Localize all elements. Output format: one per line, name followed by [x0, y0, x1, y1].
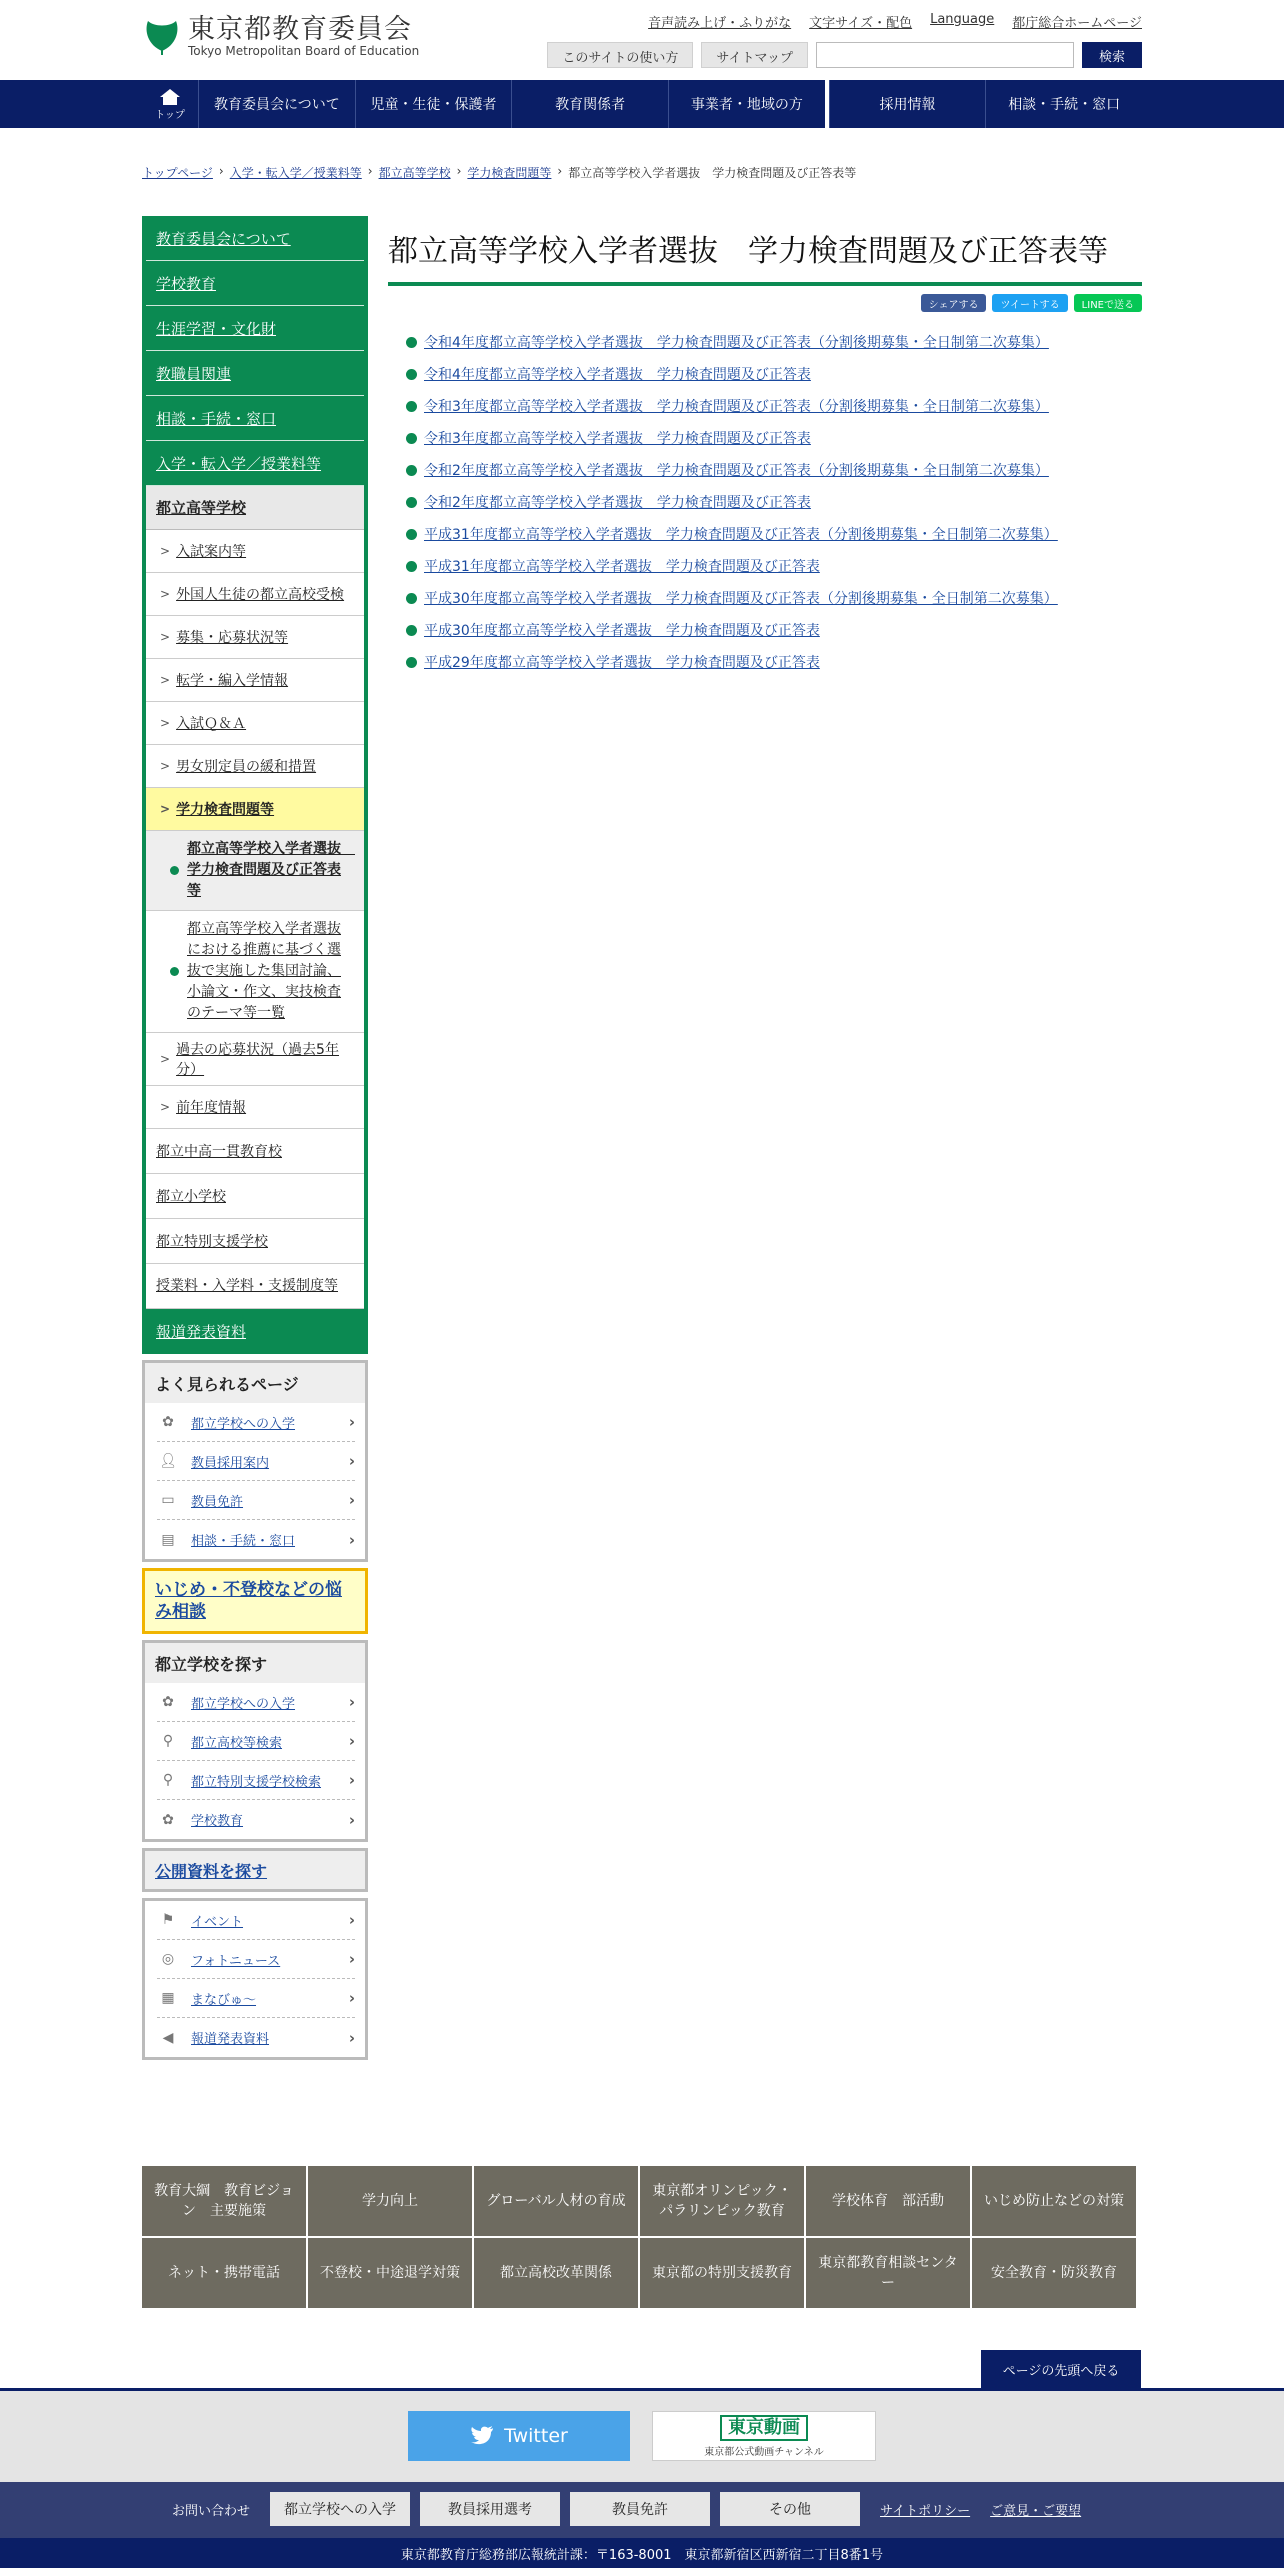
misc-item[interactable]: [157, 2018, 355, 2057]
sidebar-sub-item[interactable]: [146, 1086, 364, 1129]
breadcrumb-link[interactable]: 都立高等学校: [378, 166, 451, 180]
sidebar-item-label: 教育委員会について: [156, 229, 291, 248]
sidebar-sub-item[interactable]: [146, 659, 364, 702]
local-nav: [142, 216, 368, 1354]
bullet-icon: [406, 369, 417, 380]
sidebar-item-admission[interactable]: [146, 441, 364, 486]
header-tools: [547, 42, 1142, 68]
person-icon: 👤︎: [159, 1453, 177, 1469]
document-link-list: [388, 326, 1142, 678]
util-link-reading[interactable]: 音声読み上げ・ふりがな: [648, 16, 792, 31]
find-school-box: [142, 1640, 368, 1842]
popular-item-label: 都立学校への入学: [191, 1416, 296, 1432]
chevron-right-icon: >: [160, 716, 171, 730]
tokyo-douga-logo: 東京動画: [720, 2415, 808, 2441]
magnifier-icon: ⚲: [162, 1733, 174, 1749]
chevron-right-icon: >: [160, 544, 171, 558]
popular-item-label: 相談・手続・窓口: [191, 1534, 296, 1549]
sidebar-lvl2-label: 都立特別支援学校: [156, 1234, 268, 1250]
bullet-icon: [406, 337, 417, 348]
arrow-right-icon: ›: [348, 1989, 355, 2007]
share-buttons: [388, 294, 1142, 312]
school-icon: ✿: [162, 1414, 174, 1430]
twitter-banner[interactable]: [408, 2411, 630, 2461]
footer-topic-tile[interactable]: 安全教育・防災教育: [972, 2238, 1136, 2308]
footer-topic-tile[interactable]: 学校体育 部活動: [806, 2166, 970, 2236]
breadcrumb-link[interactable]: トップページ: [142, 166, 213, 180]
bullet-icon: [406, 561, 417, 572]
sidebar-sub-item[interactable]: [146, 745, 364, 788]
list-item: [406, 454, 1142, 486]
footer-contact: [0, 2482, 1284, 2538]
list-item: [406, 486, 1142, 518]
sidebar-lvl2-item[interactable]: [146, 1129, 364, 1174]
tokyo-douga-subtitle: 東京都公式動画チャンネル: [704, 2446, 824, 2458]
document-link[interactable]: 令和2年度都立高等学校入学者選抜 学力検査問題及び正答表（分割後期募集・全日制第二次募集）: [424, 463, 1049, 479]
misc-links-box: [142, 1898, 368, 2060]
sidebar-sub-label: 入試案内等: [176, 544, 247, 560]
breadcrumb-chevron-icon: ›: [557, 164, 563, 178]
sidebar-lvl2-item[interactable]: [146, 1219, 364, 1264]
document-link[interactable]: 平成29年度都立高等学校入学者選抜 学力検査問題及び正答表: [424, 655, 820, 671]
sidebar-sub-label: 転学・編入学情報: [176, 673, 289, 689]
sidebar-sub-label: 学力検査問題等: [176, 802, 275, 818]
chevron-right-icon: >: [160, 673, 171, 687]
sidebar-sub-item[interactable]: [146, 573, 364, 616]
magnifier-icon: ⚲: [162, 1772, 174, 1788]
sidebar-item-staff[interactable]: [146, 351, 364, 396]
site-header: [0, 0, 1284, 80]
sidebar-item-board[interactable]: [146, 216, 364, 261]
clipboard-icon: ▤: [161, 1531, 175, 1548]
contact-button-license[interactable]: 教員免許: [570, 2492, 710, 2526]
list-item: [406, 550, 1142, 582]
popular-item[interactable]: [157, 1442, 355, 1481]
twitter-bird-icon: [470, 2426, 494, 2446]
footer-topic-tile[interactable]: 東京都教育相談センター: [806, 2238, 970, 2308]
ijime-consult-banner[interactable]: いじめ・不登校などの悩み相談: [142, 1568, 368, 1634]
sidebar-lvl2-label: 都立小学校: [156, 1189, 226, 1205]
footer-topic-tile[interactable]: 東京都の特別支援教育: [640, 2238, 804, 2308]
page-top-button[interactable]: ページの先頭へ戻る: [981, 2350, 1141, 2388]
sidebar-sub-label: 男女別定員の緩和措置: [176, 759, 317, 775]
util-link-language[interactable]: Language: [930, 12, 995, 27]
search-button[interactable]: 検索: [1082, 42, 1142, 68]
sidebar-sub-item[interactable]: [146, 1033, 364, 1086]
util-link-metro-home[interactable]: 都庁総合ホームページ: [1012, 16, 1142, 31]
document-link[interactable]: 令和4年度都立高等学校入学者選抜 学力検査問題及び正答表: [424, 367, 811, 383]
sidebar-item-school-education[interactable]: [146, 261, 364, 306]
sidebar-item-lifelong[interactable]: [146, 306, 364, 351]
facebook-share-button[interactable]: シェアする: [921, 294, 987, 312]
document-link[interactable]: 平成30年度都立高等学校入学者選抜 学力検査問題及び正答表: [424, 623, 820, 639]
gnav-item-board[interactable]: 教育委員会について: [198, 80, 355, 128]
arrow-right-icon: ›: [348, 2028, 355, 2047]
bullet-icon: [406, 593, 417, 604]
popular-item[interactable]: [157, 1481, 355, 1520]
document-link[interactable]: 令和3年度都立高等学校入学者選抜 学力検査問題及び正答表（分割後期募集・全日制第二次募集）: [424, 399, 1049, 415]
arrow-right-icon: ›: [348, 1732, 355, 1750]
license-card-icon: ▭: [161, 1492, 175, 1508]
sidebar-sub3-item-current[interactable]: [146, 831, 364, 911]
gnav-item-consult[interactable]: 相談・手続・窓口: [985, 80, 1142, 128]
footer-topic-tile[interactable]: グローバル人材の育成: [474, 2166, 638, 2236]
gnav-item-business[interactable]: 事業者・地域の方: [668, 80, 825, 128]
sidebar-item-label: 相談・手続・窓口: [156, 409, 277, 428]
twitter-label: Twitter: [504, 2425, 568, 2447]
sidebar-item-label: 報道発表資料: [156, 1323, 247, 1341]
popular-pages-box: [142, 1360, 368, 1562]
find-school-item[interactable]: [157, 1722, 355, 1761]
sidebar-section-high-school[interactable]: 都立高等学校: [146, 486, 364, 530]
find-school-label: 学校教育: [191, 1814, 244, 1829]
sidebar-item-label: 学校教育: [156, 274, 217, 293]
megaphone-icon: ◀: [162, 2029, 174, 2046]
list-item: [406, 390, 1142, 422]
sidebar-sub3-item[interactable]: [146, 911, 364, 1033]
contact-button-other[interactable]: その他: [720, 2492, 860, 2526]
find-school-label: 都立高校等検索: [191, 1735, 283, 1751]
site-policy-link[interactable]: サイトポリシー: [880, 2503, 971, 2519]
home-icon: [159, 88, 181, 106]
bullet-icon: [406, 625, 417, 636]
list-item: [406, 614, 1142, 646]
sidebar-sub-item[interactable]: [146, 616, 364, 659]
document-link[interactable]: 平成31年度都立高等学校入学者選抜 学力検査問題及び正答表（分割後期募集・全日制第二次募集）: [424, 527, 1058, 543]
arrow-right-icon: ›: [348, 1530, 355, 1549]
footer-topic-tile[interactable]: 都立高校改革関係: [474, 2238, 638, 2308]
footer-topic-grid: [142, 2166, 1136, 2308]
arrow-right-icon: ›: [348, 1693, 355, 1711]
sitemap-button[interactable]: サイトマップ: [701, 42, 808, 68]
sidebar-sub-label: 外国人生徒の都立高校受検: [176, 587, 345, 603]
arrow-right-icon: ›: [348, 1810, 355, 1829]
public-docs-link[interactable]: 公開資料を探す: [142, 1848, 368, 1892]
sidebar-lvl2-label: 都立中高一貫教育校: [156, 1144, 282, 1160]
gnav-item-educators[interactable]: 教育関係者: [511, 80, 668, 128]
sidebar-item-consult[interactable]: [146, 396, 364, 441]
sidebar-item-press[interactable]: [146, 1309, 364, 1354]
bullet-icon: [406, 401, 417, 412]
misc-item-label: フォトニュース: [191, 1953, 281, 1969]
list-item: [406, 358, 1142, 390]
footer-topic-tile[interactable]: 東京都オリンピック・パラリンピック教育: [640, 2166, 804, 2236]
document-link[interactable]: 平成31年度都立高等学校入学者選抜 学力検査問題及び正答表: [424, 559, 820, 575]
footer-topic-tile[interactable]: 不登校・中途退学対策: [308, 2238, 472, 2308]
popular-item-label: 教員免許: [191, 1494, 244, 1510]
popular-item-label: 教員採用案内: [191, 1455, 270, 1471]
breadcrumb-link[interactable]: 学力検査問題等: [467, 166, 552, 180]
sidebar-sub-item[interactable]: [146, 530, 364, 573]
misc-item-label: イベント: [191, 1914, 244, 1930]
sidebar-lvl2-item[interactable]: [146, 1174, 364, 1219]
util-link-fontsize[interactable]: 文字サイズ・配色: [809, 16, 913, 31]
chevron-right-icon: >: [160, 759, 171, 773]
clapperboard-icon: ▦: [161, 1990, 175, 2006]
breadcrumb-chevron-icon: ›: [456, 164, 462, 178]
utility-links: [648, 12, 1142, 31]
sidebar-sub-label: 募集・応募状況等: [176, 630, 289, 646]
breadcrumb-chevron-icon: ›: [218, 164, 224, 178]
arrow-right-icon: ›: [348, 1950, 355, 1968]
contact-button-admission[interactable]: 都立学校への入学: [270, 2492, 410, 2526]
main-content: [388, 216, 1142, 678]
logo-subtitle: Tokyo Metropolitan Board of Education: [188, 44, 420, 58]
sidebar-sub-item[interactable]: [146, 702, 364, 745]
list-item: [406, 326, 1142, 358]
breadcrumb-current: 都立高等学校入学者選抜 学力検査問題及び正答表等: [568, 166, 857, 180]
document-link[interactable]: 令和4年度都立高等学校入学者選抜 学力検査問題及び正答表（分割後期募集・全日制第二次募集）: [424, 335, 1049, 351]
camera-icon: ◎: [161, 1951, 175, 1967]
chevron-right-icon: >: [160, 1100, 171, 1114]
school-icon: ✿: [162, 1811, 174, 1828]
chevron-right-icon: >: [160, 802, 171, 816]
misc-item[interactable]: [157, 1940, 355, 1979]
bullet-icon: [406, 497, 417, 508]
logo-title: 東京都教育委員会: [188, 14, 412, 45]
document-link[interactable]: 令和3年度都立高等学校入学者選抜 学力検査問題及び正答表: [424, 431, 811, 447]
ginkgo-logo-icon: [142, 17, 182, 57]
search-input[interactable]: [816, 42, 1074, 68]
footer-address: 東京都教育庁総務部広報統計課：〒163-8001 東京都新宿区西新宿二丁目8番1号: [0, 2538, 1284, 2568]
footer-topic-tile[interactable]: ネット・携帯電話: [142, 2238, 306, 2308]
site-logo[interactable]: [142, 16, 419, 58]
chevron-right-icon: >: [160, 630, 171, 644]
flag-icon: ⚑: [161, 1912, 175, 1928]
sidebar-item-label: 教職員関連: [156, 364, 232, 383]
breadcrumb-link[interactable]: 入学・転入学／授業料等: [229, 166, 362, 180]
popular-pages-title: よく見られるページ: [145, 1363, 365, 1403]
list-item: [406, 518, 1142, 550]
contact-button-recruit[interactable]: 教員採用選考: [420, 2492, 560, 2526]
list-item: [406, 646, 1142, 678]
misc-item[interactable]: [157, 1979, 355, 2018]
arrow-right-icon: ›: [348, 1452, 355, 1470]
bullet-icon: [406, 465, 417, 476]
sidebar-item-label: 生涯学習・文化財: [156, 319, 277, 338]
sidebar-sub3-label: 都立高等学校入学者選抜 学力検査問題及び正答表等: [187, 841, 355, 899]
arrow-right-icon: ›: [348, 1491, 355, 1509]
gnav-item-students[interactable]: 児童・生徒・保護者: [355, 80, 512, 128]
bullet-icon: [406, 657, 417, 668]
line-share-button[interactable]: LINEで送る: [1074, 294, 1142, 312]
sidebar-lvl2-label: 授業料・入学料・支援制度等: [156, 1277, 338, 1294]
page-title: 都立高等学校入学者選抜 学力検査問題及び正答表等: [388, 216, 1142, 286]
bullet-icon: [406, 433, 417, 444]
list-item: [406, 582, 1142, 614]
popular-item[interactable]: [157, 1403, 355, 1442]
bullet-icon: [170, 967, 179, 976]
breadcrumb: [142, 164, 856, 181]
misc-item-label: まなびゅ～: [191, 1992, 257, 2008]
gnav-home-label: トップ: [155, 109, 185, 121]
popular-item[interactable]: [157, 1520, 355, 1559]
find-school-item[interactable]: [157, 1761, 355, 1800]
arrow-right-icon: ›: [348, 1413, 355, 1431]
footer-topic-tile[interactable]: いじめ防止などの対策: [972, 2166, 1136, 2236]
chevron-right-icon: >: [160, 587, 171, 601]
misc-item[interactable]: [157, 1901, 355, 1940]
gnav-item-recruit[interactable]: 採用情報: [829, 80, 986, 128]
sidebar: [142, 216, 368, 2060]
chevron-right-icon: >: [160, 1052, 171, 1066]
document-link[interactable]: 令和2年度都立高等学校入学者選抜 学力検査問題及び正答表: [424, 495, 811, 511]
breadcrumb-chevron-icon: ›: [367, 164, 373, 178]
sidebar-lvl2-item[interactable]: [146, 1264, 364, 1309]
footer-social: [0, 2391, 1284, 2482]
arrow-right-icon: ›: [348, 1771, 355, 1789]
bullet-icon: [406, 529, 417, 540]
howto-button[interactable]: このサイトの使い方: [547, 42, 693, 68]
global-nav: [0, 80, 1284, 128]
bullet-icon: [170, 866, 179, 875]
contact-label: お問い合わせ: [172, 2503, 251, 2519]
gnav-home[interactable]: [142, 80, 198, 128]
find-school-item[interactable]: [157, 1683, 355, 1722]
sidebar-sub-label: 過去の応募状況（過去5年分）: [176, 1042, 339, 1078]
school-icon: ✿: [162, 1694, 174, 1710]
find-school-label: 都立特別支援学校検索: [191, 1774, 322, 1790]
sidebar-item-label: 入学・転入学／授業料等: [156, 454, 322, 473]
document-link[interactable]: 平成30年度都立高等学校入学者選抜 学力検査問題及び正答表（分割後期募集・全日制第二次募集）: [424, 591, 1058, 607]
sidebar-sub-label: 前年度情報: [176, 1100, 247, 1116]
arrow-right-icon: ›: [348, 1911, 355, 1929]
sidebar-sub-label: 入試Ｑ＆Ａ: [176, 716, 247, 732]
find-school-label: 都立学校への入学: [191, 1696, 296, 1712]
sidebar-sub3-label: 都立高等学校入学者選抜における推薦に基づく選抜で実施した集団討論、小論文・作文、実技検査のテーマ等一覧: [187, 921, 341, 1021]
tokyo-douga-banner[interactable]: [652, 2411, 876, 2461]
twitter-share-button[interactable]: ツイートする: [992, 294, 1067, 312]
footer-topic-tile[interactable]: 学力向上: [308, 2166, 472, 2236]
footer-topic-tile[interactable]: 教育大綱 教育ビジョン 主要施策: [142, 2166, 306, 2236]
sidebar-sub-item-active[interactable]: [146, 788, 364, 831]
find-school-title: 都立学校を探す: [145, 1643, 365, 1683]
list-item: [406, 422, 1142, 454]
misc-item-label: 報道発表資料: [191, 2032, 270, 2047]
opinion-link[interactable]: ご意見・ご要望: [990, 2503, 1082, 2519]
find-school-item[interactable]: [157, 1800, 355, 1839]
